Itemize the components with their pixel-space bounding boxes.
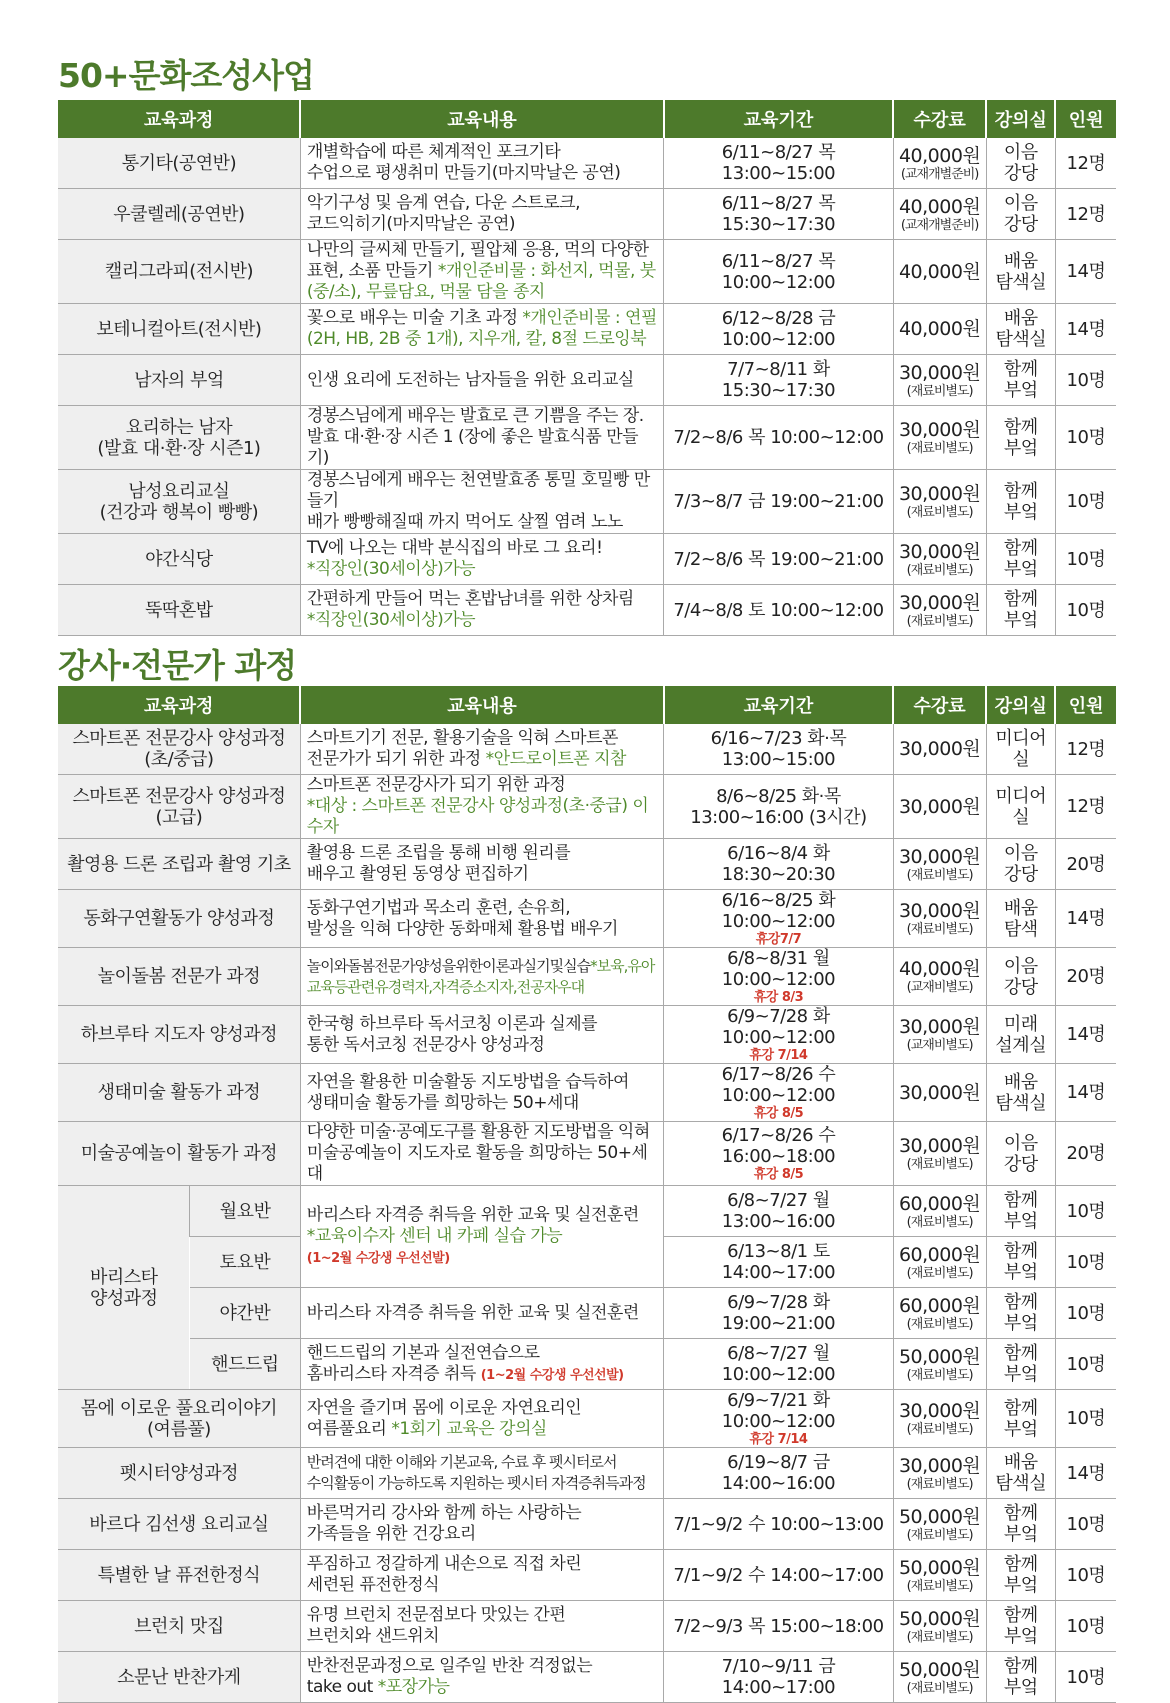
course-name: 동화구연활동가 양성과정	[58, 890, 300, 948]
course-content: 스마트폰 전문강사가 되기 위한 과정 *대상 : 스마트폰 전문강사 양성과정(초·중급) 이수자	[300, 775, 663, 839]
course-content: 한국형 하브루타 독서코칭 이론과 실제를 통한 독서코칭 전문강사 양성과정	[300, 1006, 663, 1064]
course-fee	[893, 1448, 986, 1499]
course-content: 유명 브런치 전문점보다 맛있는 간편 브런치와 샌드위치	[300, 1601, 663, 1652]
fee-note: (재료비별도)	[906, 1476, 973, 1492]
course-content: 푸짐하고 정갈하게 내손으로 직접 차린 세련된 퓨전한정식	[300, 1550, 663, 1601]
course-name: 몸에 이로운 풀요리이야기 (여름풀)	[58, 1390, 300, 1448]
fee-amount: 30,000원	[898, 591, 981, 614]
table-row	[58, 1186, 1116, 1237]
course-period: 6/8~8/31 월 10:00~12:00 휴강 8/3	[664, 948, 893, 1006]
course-name: 특별한 날 퓨전한정식	[58, 1550, 300, 1601]
column-header: 교육과정	[58, 686, 300, 724]
course-capacity: 10명	[1055, 1186, 1116, 1237]
course-period: 6/11~8/27 목 13:00~15:00	[664, 138, 893, 189]
course-name: 보테니컬아트(전시반)	[58, 304, 300, 355]
course-fee	[893, 1339, 986, 1390]
fee-amount: 60,000원	[898, 1192, 981, 1215]
course-period: 6/8~7/27 월 13:00~16:00	[664, 1186, 893, 1237]
course-period: 7/2~9/3 목 15:00~18:00	[664, 1601, 893, 1652]
course-capacity: 10명	[1055, 355, 1116, 406]
course-capacity: 10명	[1055, 1237, 1116, 1288]
course-room: 함께 부엌	[986, 1390, 1055, 1448]
instructor-course-table	[58, 686, 1116, 1703]
fee-note: (교재비별도)	[906, 980, 973, 995]
course-fee	[893, 240, 986, 304]
table-row	[58, 1064, 1116, 1122]
course-name: 요리하는 남자 (발효 대·환·장 시즌1)	[58, 406, 300, 470]
course-fee	[893, 355, 986, 406]
course-capacity: 10명	[1055, 1339, 1116, 1390]
course-name: 하브루타 지도자 양성과정	[58, 1006, 300, 1064]
course-period: 6/17~8/26 수 10:00~12:00 휴강 8/5	[664, 1064, 893, 1122]
course-fee	[893, 138, 986, 189]
fee-note: (재료비별도)	[906, 922, 973, 937]
course-content: 간편하게 만들어 먹는 혼밥남녀를 위한 상차림 *직장인(30세이상)가능	[300, 585, 663, 636]
course-period: 7/3~8/7 금 19:00~21:00	[664, 470, 893, 534]
fee-amount: 50,000원	[898, 1345, 981, 1368]
content-note: *직장인(30세이상)가능	[306, 610, 476, 630]
course-content: 핸드드립의 기본과 실전연습으로 홈바리스타 자격증 취득 (1~2월 수강생 우선선발)	[300, 1339, 663, 1390]
course-room: 이음 강당	[986, 839, 1055, 890]
course-capacity: 10명	[1055, 1652, 1116, 1703]
course-period: 6/16~7/23 화·목 13:00~15:00	[664, 724, 893, 775]
fee-note: (재료비별도)	[906, 1629, 973, 1645]
content-note: *포장가능	[377, 1677, 450, 1697]
fee-amount: 30,000원	[898, 1135, 981, 1157]
fee-amount: 40,000원	[898, 144, 981, 167]
course-room: 배움 탐색실	[986, 1064, 1055, 1122]
course-name: 생태미술 활동가 과정	[58, 1064, 300, 1122]
column-header: 교육내용	[300, 100, 663, 138]
fee-note: (재료비별도)	[906, 1214, 973, 1230]
fee-amount: 60,000원	[898, 1243, 981, 1266]
course-period: 6/13~8/1 토 14:00~17:00	[664, 1237, 893, 1288]
course-room: 함께 부엌	[986, 534, 1055, 585]
course-fee	[893, 1064, 986, 1122]
table-row	[58, 1550, 1116, 1601]
column-header: 수강료	[893, 100, 986, 138]
column-header: 교육과정	[58, 100, 300, 138]
fee-note: (교재비별도)	[906, 1038, 973, 1053]
course-capacity: 10명	[1055, 1550, 1116, 1601]
fee-amount: 30,000원	[898, 419, 981, 441]
course-fee	[893, 890, 986, 948]
course-capacity: 12명	[1055, 724, 1116, 775]
barista-class: 야간반	[190, 1288, 300, 1339]
table-row	[58, 355, 1116, 406]
fee-amount: 40,000원	[898, 260, 981, 283]
fee-note: (재료비별도)	[906, 1680, 973, 1696]
content-note: *1회기 교육은 강의실	[391, 1418, 547, 1439]
course-fee	[893, 1550, 986, 1601]
fee-amount: 40,000원	[898, 195, 981, 218]
course-fee	[893, 304, 986, 355]
table-row	[58, 724, 1116, 775]
course-period: 7/2~8/6 목 19:00~21:00	[664, 534, 893, 585]
fee-note: (재료비별도)	[906, 441, 973, 456]
course-room: 함께 부엌	[986, 1288, 1055, 1339]
course-room: 함께 부엌	[986, 1652, 1055, 1703]
course-capacity: 10명	[1055, 585, 1116, 636]
course-room: 함께 부엌	[986, 355, 1055, 406]
course-capacity: 14명	[1055, 890, 1116, 948]
barista-class: 월요반	[190, 1186, 300, 1237]
course-fee	[893, 1006, 986, 1064]
holiday-note: 휴강 8/5	[753, 1106, 804, 1121]
table-row	[58, 138, 1116, 189]
content-note: *대상 : 스마트폰 전문강사 양성과정(초·중급) 이수자	[306, 796, 649, 837]
column-header: 강의실	[986, 686, 1055, 724]
fee-amount: 30,000원	[898, 900, 981, 922]
course-capacity: 12명	[1055, 775, 1116, 839]
fee-amount: 30,000원	[898, 1081, 981, 1104]
table-row	[58, 890, 1116, 948]
course-name: 야간식당	[58, 534, 300, 585]
content-note: *보육,유아교육등관련유경력자,자격증소지자,전공자우대	[306, 956, 655, 996]
course-name: 브런치 맛집	[58, 1601, 300, 1652]
course-room: 미래 설계실	[986, 1006, 1055, 1064]
course-name: 캘리그라피(전시반)	[58, 240, 300, 304]
fee-note: (재료비별도)	[906, 505, 973, 520]
fee-note: (재료비별도)	[906, 562, 973, 578]
course-fee	[893, 470, 986, 534]
course-name: 우쿨렐레(공연반)	[58, 189, 300, 240]
course-period: 6/17~8/26 수 16:00~18:00 휴강 8/5	[664, 1122, 893, 1186]
fee-note: (재료비별도)	[906, 1265, 973, 1281]
table-row	[58, 1339, 1116, 1390]
course-fee	[893, 1390, 986, 1448]
priority-note: (1~2월 수강생 우선선발)	[306, 1250, 450, 1266]
course-fee	[893, 1601, 986, 1652]
holiday-note: 휴강 7/14	[749, 1432, 808, 1447]
course-content: 다양한 미술·공예도구를 활용한 지도방법을 익혀 미술공예놀이 지도자로 활동을 희망하는 50+세대	[300, 1122, 663, 1186]
course-content: 악기구성 및 음계 연습, 다운 스트로크, 코드익히기(마지막날은 공연)	[300, 189, 663, 240]
course-room: 배움 탐색실	[986, 240, 1055, 304]
course-room: 함께 부엌	[986, 1499, 1055, 1550]
course-room: 배움 탐색실	[986, 304, 1055, 355]
course-capacity: 14명	[1055, 1448, 1116, 1499]
course-room: 함께 부엌	[986, 585, 1055, 636]
course-capacity: 14명	[1055, 1006, 1116, 1064]
column-header: 교육내용	[300, 686, 663, 724]
fee-amount: 50,000원	[898, 1556, 981, 1579]
holiday-note: 휴강 7/14	[749, 1048, 808, 1063]
course-capacity: 12명	[1055, 189, 1116, 240]
course-content: 바리스타 자격증 취득을 위한 교육 및 실전훈련	[300, 1288, 663, 1339]
column-header: 교육기간	[664, 100, 893, 138]
course-fee	[893, 1499, 986, 1550]
course-capacity: 14명	[1055, 240, 1116, 304]
fee-note: (재료비별도)	[906, 1578, 973, 1594]
course-fee	[893, 724, 986, 775]
fee-note: (재료비별도)	[906, 867, 973, 883]
course-room: 미디어실	[986, 775, 1055, 839]
course-content: 경봉스님에게 배우는 천연발효종 통밀 호밀빵 만들기 배가 빵빵해질때 까지 먹어도 살찔 염려 노노	[300, 470, 663, 534]
course-room: 이음 강당	[986, 1122, 1055, 1186]
course-name: 촬영용 드론 조립과 촬영 기초	[58, 839, 300, 890]
fee-amount: 30,000원	[898, 361, 981, 384]
fee-amount: 40,000원	[898, 318, 981, 340]
course-period: 6/9~7/28 화 10:00~12:00 휴강 7/14	[664, 1006, 893, 1064]
table-row	[58, 189, 1116, 240]
course-period: 6/19~8/7 금 14:00~16:00	[664, 1448, 893, 1499]
course-capacity: 10명	[1055, 1390, 1116, 1448]
fee-amount: 30,000원	[898, 795, 981, 818]
content-note: *안드로이트폰 지참	[485, 749, 626, 769]
course-name: 통기타(공연반)	[58, 138, 300, 189]
fee-note: (재료비별도)	[906, 1367, 973, 1383]
course-period: 8/6~8/25 화·목 13:00~16:00 (3시간)	[664, 775, 893, 839]
course-fee	[893, 775, 986, 839]
course-capacity: 10명	[1055, 1499, 1116, 1550]
course-period: 6/8~7/27 월 10:00~12:00	[664, 1339, 893, 1390]
table-row	[58, 406, 1116, 470]
table-row	[58, 1601, 1116, 1652]
content-note: *개인준비물 : 연필(2H, HB, 2B 중 1개), 지우개, 칼, 8절 드로잉북	[306, 308, 657, 349]
fee-note: (교재개별준비)	[900, 217, 979, 233]
course-period: 7/10~9/11 금 14:00~17:00	[664, 1652, 893, 1703]
course-room: 미디어실	[986, 724, 1055, 775]
holiday-note: 휴강 8/5	[753, 1167, 804, 1182]
course-period: 7/1~9/2 수 10:00~13:00	[664, 1499, 893, 1550]
course-content: 바리스타 자격증 취득을 위한 교육 및 실전훈련 *교육이수자 센터 내 카페 실습 가능 (1~2월 수강생 우선선발)	[300, 1186, 663, 1288]
column-header: 교육기간	[664, 686, 893, 724]
culture-course-table	[58, 100, 1116, 636]
course-room: 이음 강당	[986, 138, 1055, 189]
course-name: 바르다 김선생 요리교실	[58, 1499, 300, 1550]
fee-note: (재료비별도)	[906, 1422, 973, 1437]
course-capacity: 10명	[1055, 1288, 1116, 1339]
course-room: 함께 부엌	[986, 1186, 1055, 1237]
fee-note: (교재개별준비)	[900, 166, 979, 182]
column-header: 강의실	[986, 100, 1055, 138]
course-capacity: 14명	[1055, 304, 1116, 355]
course-room: 함께 부엌	[986, 1237, 1055, 1288]
course-room: 함께 부엌	[986, 470, 1055, 534]
course-content: 촬영용 드론 조립을 통해 비행 원리를 배우고 촬영된 동영상 편집하기	[300, 839, 663, 890]
course-capacity: 10명	[1055, 534, 1116, 585]
fee-amount: 50,000원	[898, 1607, 981, 1630]
course-capacity: 12명	[1055, 138, 1116, 189]
holiday-note: 휴강 8/3	[753, 990, 804, 1005]
fee-amount: 30,000원	[898, 738, 981, 760]
course-capacity: 10명	[1055, 470, 1116, 534]
table-row	[58, 1122, 1116, 1186]
course-fee	[893, 948, 986, 1006]
course-fee	[893, 585, 986, 636]
course-room: 배움 탐색실	[986, 1448, 1055, 1499]
content-note: (1~2월 수강생 우선선발)	[480, 1367, 624, 1383]
course-fee	[893, 534, 986, 585]
fee-amount: 50,000원	[898, 1505, 981, 1528]
course-fee	[893, 189, 986, 240]
course-room: 이음 강당	[986, 948, 1055, 1006]
column-header: 인원	[1055, 100, 1116, 138]
section-title-culture: 50+문화조성사업	[58, 56, 314, 95]
course-fee	[893, 406, 986, 470]
barista-class: 핸드드립	[190, 1339, 300, 1390]
course-content: 자연을 활용한 미술활동 지도방법을 습득하여 생태미술 활동가를 희망하는 50+세대	[300, 1064, 663, 1122]
fee-amount: 30,000원	[898, 540, 981, 563]
course-content: 반찬전문과정으로 일주일 반찬 걱정없는 take out *포장가능	[300, 1652, 663, 1703]
table-row	[58, 1448, 1116, 1499]
course-content: 나만의 글씨체 만들기, 필압체 응용, 먹의 다양한 표현, 소품 만들기 *개인준비물 : 화선지, 먹물, 붓(중/소), 무릎담요, 먹물 담을 종지	[300, 240, 663, 304]
fee-amount: 30,000원	[898, 1454, 981, 1477]
course-fee	[893, 1237, 986, 1288]
course-content: 스마트기기 전문, 활용기술을 익혀 스마트폰 전문가가 되기 위한 과정 *안드로이트폰 지참	[300, 724, 663, 775]
table-row	[58, 585, 1116, 636]
course-name: 남성요리교실 (건강과 행복이 빵빵)	[58, 470, 300, 534]
fee-amount: 50,000원	[898, 1658, 981, 1681]
course-fee	[893, 839, 986, 890]
course-period: 6/16~8/25 화 10:00~12:00 휴강7/7	[664, 890, 893, 948]
course-room: 배움 탐색	[986, 890, 1055, 948]
course-capacity: 20명	[1055, 839, 1116, 890]
course-capacity: 10명	[1055, 406, 1116, 470]
fee-note: (재료비별도)	[906, 383, 973, 399]
column-header: 수강료	[893, 686, 986, 724]
table-row	[58, 839, 1116, 890]
table-row	[58, 1288, 1116, 1339]
fee-amount: 40,000원	[898, 958, 981, 980]
course-capacity: 10명	[1055, 1601, 1116, 1652]
course-room: 함께 부엌	[986, 1601, 1055, 1652]
course-room: 함께 부엌	[986, 1339, 1055, 1390]
course-content: 경봉스님에게 배우는 발효로 큰 기쁨을 주는 장. 발효 대·환·장 시즌 1 (장에 좋은 발효식품 만들기)	[300, 406, 663, 470]
content-note: *직장인(30세이상)가능	[306, 559, 476, 579]
barista-group-name: 바리스타 양성과정	[58, 1186, 190, 1390]
section-title-instructor: 강사·전문가 과정	[58, 646, 297, 685]
course-period: 7/2~8/6 목 10:00~12:00	[664, 406, 893, 470]
table-row	[58, 304, 1116, 355]
course-capacity: 20명	[1055, 948, 1116, 1006]
course-period: 6/9~7/21 화 10:00~12:00 휴강 7/14	[664, 1390, 893, 1448]
fee-note: (재료비별도)	[906, 613, 973, 629]
course-capacity: 14명	[1055, 1064, 1116, 1122]
course-name: 스마트폰 전문강사 양성과정 (고급)	[58, 775, 300, 839]
fee-amount: 30,000원	[898, 1400, 981, 1422]
course-name: 미술공예놀이 활동가 과정	[58, 1122, 300, 1186]
course-fee	[893, 1186, 986, 1237]
course-fee	[893, 1122, 986, 1186]
fee-note: (재료비별도)	[906, 1157, 973, 1172]
table-row	[58, 534, 1116, 585]
table-row	[58, 1499, 1116, 1550]
course-content: 반려견에 대한 이해와 기본교육, 수료 후 펫시터로서 수익활동이 가능하도록 지원하는 펫시터 자격증취득과정	[300, 1448, 663, 1499]
course-period: 6/16~8/4 화 18:30~20:30	[664, 839, 893, 890]
table-row	[58, 240, 1116, 304]
table-row	[58, 775, 1116, 839]
course-name: 소문난 반찬가게	[58, 1652, 300, 1703]
course-content: 꽃으로 배우는 미술 기초 과정 *개인준비물 : 연필(2H, HB, 2B 중 1개), 지우개, 칼, 8절 드로잉북	[300, 304, 663, 355]
table-row	[58, 1006, 1116, 1064]
content-note: *개인준비물 : 화선지, 먹물, 붓(중/소), 무릎담요, 먹물 담을 종지	[306, 261, 656, 302]
course-content: 개별학습에 따른 체계적인 포크기타 수업으로 평생취미 만들기(마지막날은 공연)	[300, 138, 663, 189]
course-period: 6/11~8/27 목 15:30~17:30	[664, 189, 893, 240]
course-name: 스마트폰 전문강사 양성과정 (초/중급)	[58, 724, 300, 775]
fee-amount: 30,000원	[898, 1016, 981, 1038]
holiday-note: 휴강7/7	[755, 932, 802, 947]
table-row	[58, 948, 1116, 1006]
course-period: 7/7~8/11 화 15:30~17:30	[664, 355, 893, 406]
column-header: 인원	[1055, 686, 1116, 724]
course-capacity: 20명	[1055, 1122, 1116, 1186]
course-period: 7/4~8/8 토 10:00~12:00	[664, 585, 893, 636]
fee-note: (재료비별도)	[906, 1527, 973, 1543]
course-period: 6/9~7/28 화 19:00~21:00	[664, 1288, 893, 1339]
content-note: *교육이수자 센터 내 카페 실습 가능	[306, 1225, 563, 1246]
fee-note: (재료비별도)	[906, 1316, 973, 1332]
course-room: 이음 강당	[986, 189, 1055, 240]
course-name: 놀이돌봄 전문가 과정	[58, 948, 300, 1006]
course-name: 뚝딱혼밥	[58, 585, 300, 636]
course-fee	[893, 1288, 986, 1339]
course-content: 자연을 즐기며 몸에 이로운 자연요리인 여름풀요리 *1회기 교육은 강의실	[300, 1390, 663, 1448]
fee-amount: 30,000원	[898, 483, 981, 505]
course-content: TV에 나오는 대박 분식집의 바로 그 요리! *직장인(30세이상)가능	[300, 534, 663, 585]
course-room: 함께 부엌	[986, 1550, 1055, 1601]
course-content: 동화구연기법과 목소리 훈련, 손유희, 발성을 익혀 다양한 동화매체 활용법 배우기	[300, 890, 663, 948]
course-period: 7/1~9/2 수 14:00~17:00	[664, 1550, 893, 1601]
course-period: 6/12~8/28 금 10:00~12:00	[664, 304, 893, 355]
table-row	[58, 470, 1116, 534]
fee-amount: 30,000원	[898, 845, 981, 868]
course-name: 남자의 부엌	[58, 355, 300, 406]
course-period: 6/11~8/27 목 10:00~12:00	[664, 240, 893, 304]
course-content: 바른먹거리 강사와 함께 하는 사랑하는 가족들을 위한 건강요리	[300, 1499, 663, 1550]
barista-class: 토요반	[190, 1237, 300, 1288]
course-content: 인생 요리에 도전하는 남자들을 위한 요리교실	[300, 355, 663, 406]
table-row	[58, 1390, 1116, 1448]
course-room: 함께 부엌	[986, 406, 1055, 470]
course-name: 펫시터양성과정	[58, 1448, 300, 1499]
fee-amount: 60,000원	[898, 1294, 981, 1317]
course-content: 놀이와돌봄전문가양성을위한이론과실기및실습*보육,유아교육등관련유경력자,자격증소지자,전공자우대	[300, 948, 663, 1006]
